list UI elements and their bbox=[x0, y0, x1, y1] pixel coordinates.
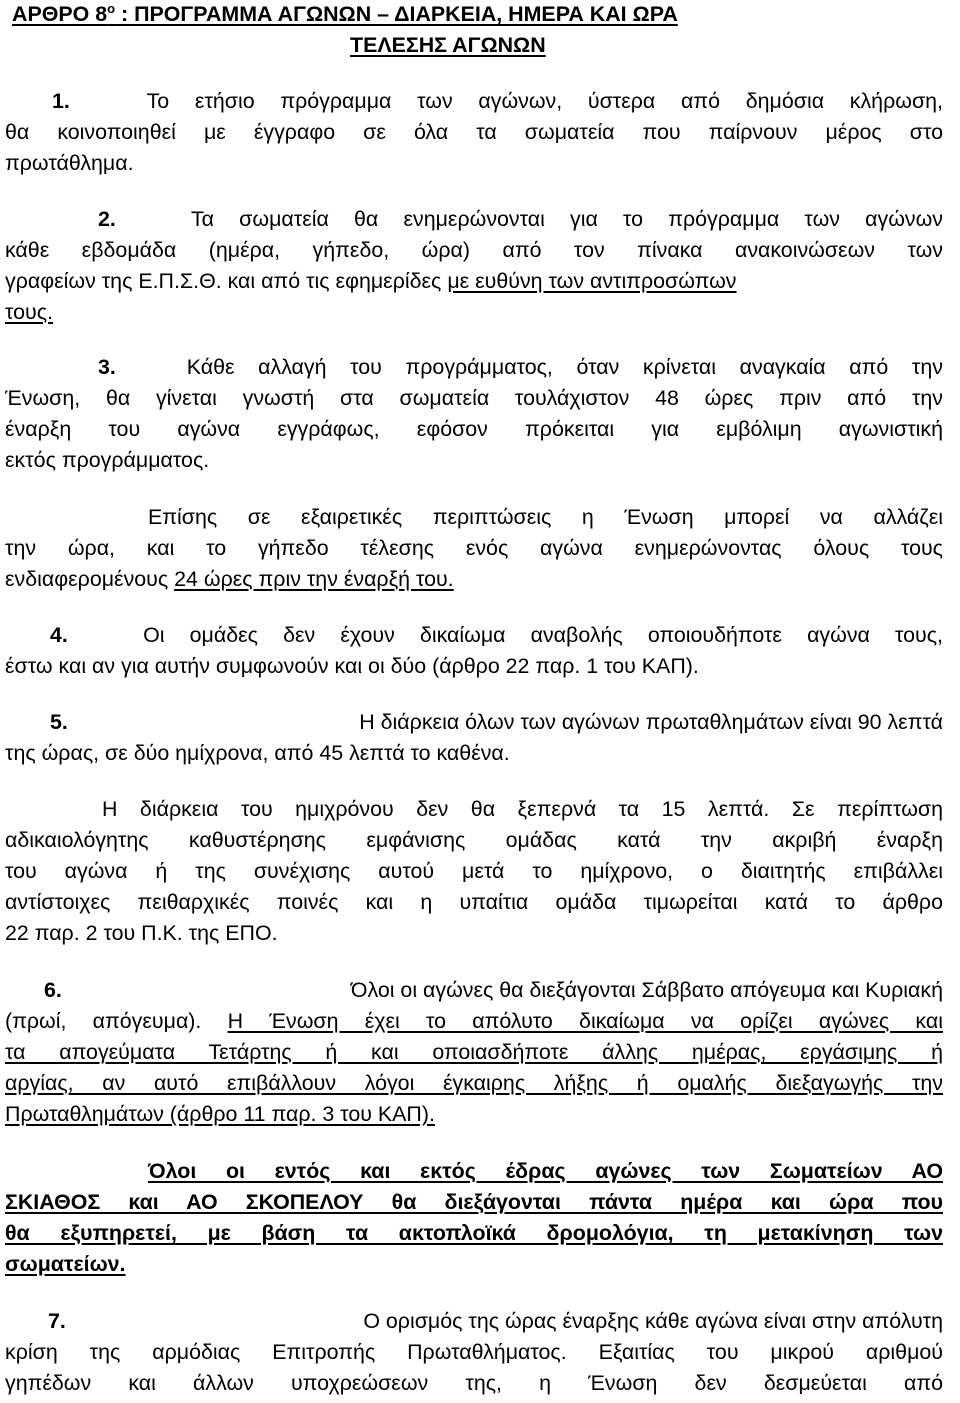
section-6-bold-text-3: θα εξυπηρετεί, με βάση τα ακτοπλοϊκά δρομολόγια, τη μετακίνηση των bbox=[5, 1221, 943, 1245]
section-3-line-4 bbox=[5, 445, 943, 475]
section-6-text-2: (πρωί, απόγευμα). bbox=[5, 1009, 228, 1033]
section-3-para-2-text-2: την ώρα, και το γήπεδο τέλεσης ενός αγώνα ενημερώνοντας όλους τους bbox=[5, 536, 943, 560]
section-6-underlined-text-2: τα απογεύματα Τετάρτης ή και οποιασδήποτε άλλης ημέρας, εργάσιμης ή bbox=[5, 1040, 943, 1064]
section-2-line-2 bbox=[5, 235, 943, 265]
section-3-para-2-line-3 bbox=[5, 564, 943, 594]
heading-superscript: ο bbox=[107, 0, 116, 16]
section-2-line-3 bbox=[5, 266, 943, 296]
section-5-para-2-line-4 bbox=[5, 887, 943, 917]
section-6-bold-text-4: σωματείων. bbox=[5, 1252, 126, 1276]
section-6-underlined-text-4: Πρωταθλημάτων (άρθρο 11 παρ. 3 του ΚΑΠ). bbox=[5, 1102, 435, 1126]
section-6-line-4 bbox=[5, 1068, 943, 1098]
section-2-line-4 bbox=[5, 297, 65, 327]
section-7-line-3 bbox=[5, 1368, 943, 1398]
section-6-bold-line-3 bbox=[5, 1218, 943, 1248]
section-3-line-3 bbox=[5, 414, 943, 444]
section-5-para-2-line-3 bbox=[5, 856, 943, 886]
heading-text-rest: : ΠΡΟΓΡΑΜΜΑ ΑΓΩΝΩΝ – ΔΙΑΡΚΕΙΑ, ΗΜΕΡΑ ΚΑΙ ΩΡΑ bbox=[115, 2, 678, 26]
section-2-underlined-text: με ευθύνη των αντιπροσώπων bbox=[447, 269, 737, 293]
section-1-line-1 bbox=[52, 86, 943, 116]
section-5-number: 5. bbox=[50, 710, 68, 734]
section-3-text: Κάθε αλλαγή του προγράμματος, όταν κρίνεται αναγκαία από την bbox=[186, 355, 943, 379]
section-6-underlined-text-3: αργίας, αν αυτό επιβάλλουν λόγοι έγκαιρης λήξης ή ομαλής διεξαγωγής την bbox=[5, 1071, 943, 1095]
section-6-line-5 bbox=[5, 1099, 943, 1129]
section-1-number: 1. bbox=[52, 89, 70, 113]
section-2-text-2: κάθε εβδομάδα (ημέρα, γήπεδο, ώρα) από τον πίνακα ανακοινώσεων των bbox=[5, 238, 943, 262]
section-7-number: 7. bbox=[48, 1309, 66, 1333]
section-5-para-2-line-5 bbox=[5, 918, 943, 948]
section-1-text-2: θα κοινοποιηθεί με έγγραφο σε όλα τα σωματεία που παίρνουν μέρος στο bbox=[5, 120, 943, 144]
section-5-line-1 bbox=[50, 707, 943, 737]
section-5-para-2-text-2: αδικαιολόγητης καθυστέρησης εμφάνισης ομάδας κατά την ακριβή έναρξη bbox=[5, 828, 943, 852]
section-5-para-2-line-2 bbox=[5, 825, 943, 855]
section-1-text: Το ετήσιο πρόγραμμα των αγώνων, ύστερα από δημόσια κλήρωση, bbox=[146, 89, 943, 113]
section-6-bold-text-2: ΣΚΙΑΘΟΣ και ΑΟ ΣΚΟΠΕΛΟΥ θα διεξάγονται πάντα ημέρα και ώρα που bbox=[5, 1190, 943, 1214]
section-3-para-2-text: Επίσης σε εξαιρετικές περιπτώσεις η Ένωση μπορεί να αλλάζει bbox=[148, 505, 943, 529]
section-1-line-2 bbox=[5, 117, 943, 147]
section-6-number: 6. bbox=[44, 978, 62, 1002]
section-5-para-2-text-5: 22 παρ. 2 του Π.Κ. της ΕΠΟ. bbox=[5, 921, 278, 945]
section-1-text-3: πρωτάθλημα. bbox=[5, 151, 134, 175]
section-3-para-2-line-2 bbox=[5, 533, 943, 563]
heading-text: ΑΡΘΡΟ 8 bbox=[12, 2, 108, 26]
section-6-line-3 bbox=[5, 1037, 943, 1067]
section-3-para-2-text-3: ενδιαφερομένους bbox=[5, 567, 175, 591]
section-2-text-4: τους. bbox=[5, 300, 53, 324]
section-7-text: Ο ορισμός της ώρας έναρξης κάθε αγώνα είναι στην απόλυτη bbox=[363, 1309, 943, 1333]
section-2-text: Τα σωματεία θα ενημερώνονται για το πρόγραμμα των αγώνων bbox=[190, 207, 943, 231]
section-6-bold-line-1 bbox=[148, 1156, 943, 1186]
section-2-line-1 bbox=[98, 204, 943, 234]
section-3-text-3: έναρξη του αγώνα εγγράφως, εφόσον πρόκειται για εμβόλιμη αγωνιστική bbox=[5, 417, 943, 441]
section-3-number: 3. bbox=[98, 355, 116, 379]
section-5-para-2-text-4: αντίστοιχες πειθαρχικές ποινές και η υπαίτια ομάδα τιμωρείται κατά το άρθρο bbox=[5, 890, 943, 914]
section-3-line-2 bbox=[5, 383, 943, 413]
section-4-line-1 bbox=[50, 620, 943, 650]
section-5-para-2-text: Η διάρκεια του ημιχρόνου δεν θα ξεπερνά τα 15 λεπτά. Σε περίπτωση bbox=[102, 797, 943, 821]
section-2-text-3: γραφείων της Ε.Π.Σ.Θ. και από τις εφημερίδες bbox=[5, 269, 448, 293]
section-5-para-2-line-1 bbox=[102, 794, 943, 824]
section-3-text-2: Ένωση, θα γίνεται γνωστή στα σωματεία τουλάχιστον 48 ώρες πριν από την bbox=[5, 386, 943, 410]
section-4-number: 4. bbox=[50, 623, 68, 647]
section-6-bold-line-2 bbox=[5, 1187, 943, 1217]
article-heading-line-2 bbox=[350, 30, 610, 60]
section-4-line-2 bbox=[5, 651, 943, 681]
section-4-text: Οι ομάδες δεν έχουν δικαίωμα αναβολής οποιουδήποτε αγώνα τους, bbox=[143, 623, 943, 647]
section-3-text-4: εκτός προγράμματος. bbox=[5, 448, 210, 472]
section-7-line-2 bbox=[5, 1337, 943, 1367]
section-5-text: Η διάρκεια όλων των αγώνων πρωταθλημάτων είναι 90 λεπτά bbox=[359, 710, 943, 734]
section-2-number: 2. bbox=[98, 207, 116, 231]
section-7-line-1 bbox=[48, 1306, 943, 1336]
section-6-bold-text: Όλοι οι εντός και εκτός έδρας αγώνες των Σωματείων ΑΟ bbox=[148, 1159, 943, 1183]
section-6-underlined-text: Η Ένωση έχει το απόλυτο δικαίωμα να ορίζει αγώνες και bbox=[227, 1009, 943, 1033]
section-3-underlined-text: 24 ώρες πριν την έναρξή του. bbox=[174, 567, 454, 591]
section-4-text-2: έστω και αν για αυτήν συμφωνούν και οι δύο (άρθρο 22 παρ. 1 του ΚΑΠ). bbox=[5, 654, 699, 678]
section-5-line-2 bbox=[5, 738, 943, 768]
section-3-para-2-line-1 bbox=[148, 502, 943, 532]
section-5-text-2: της ώρας, σε δύο ημίχρονα, από 45 λεπτά το καθένα. bbox=[5, 741, 510, 765]
section-6-text: Όλοι οι αγώνες θα διεξάγονται Σάββατο απόγευμα και Κυριακή bbox=[350, 978, 943, 1002]
section-3-line-1 bbox=[98, 352, 943, 382]
section-7-text-2: κρίση της αρμόδιας Επιτροπής Πρωταθλήματος. Εξαιτίας του μικρού αριθμού bbox=[5, 1340, 943, 1364]
heading-text-2: ΤΕΛΕΣΗΣ ΑΓΩΝΩΝ bbox=[350, 33, 546, 57]
section-6-line-1 bbox=[44, 975, 943, 1005]
section-6-line-2 bbox=[5, 1006, 943, 1036]
article-heading-line-1 bbox=[12, 0, 912, 29]
section-7-text-3: γηπέδων και άλλων υποχρεώσεων της, η Ένωση δεν δεσμεύεται από bbox=[5, 1371, 943, 1395]
section-1-line-3 bbox=[5, 148, 943, 178]
section-5-para-2-text-3: του αγώνα ή της συνέχισης αυτού μετά το ημίχρονο, ο διαιτητής επιβάλλει bbox=[5, 859, 943, 883]
section-6-bold-line-4 bbox=[5, 1249, 943, 1279]
